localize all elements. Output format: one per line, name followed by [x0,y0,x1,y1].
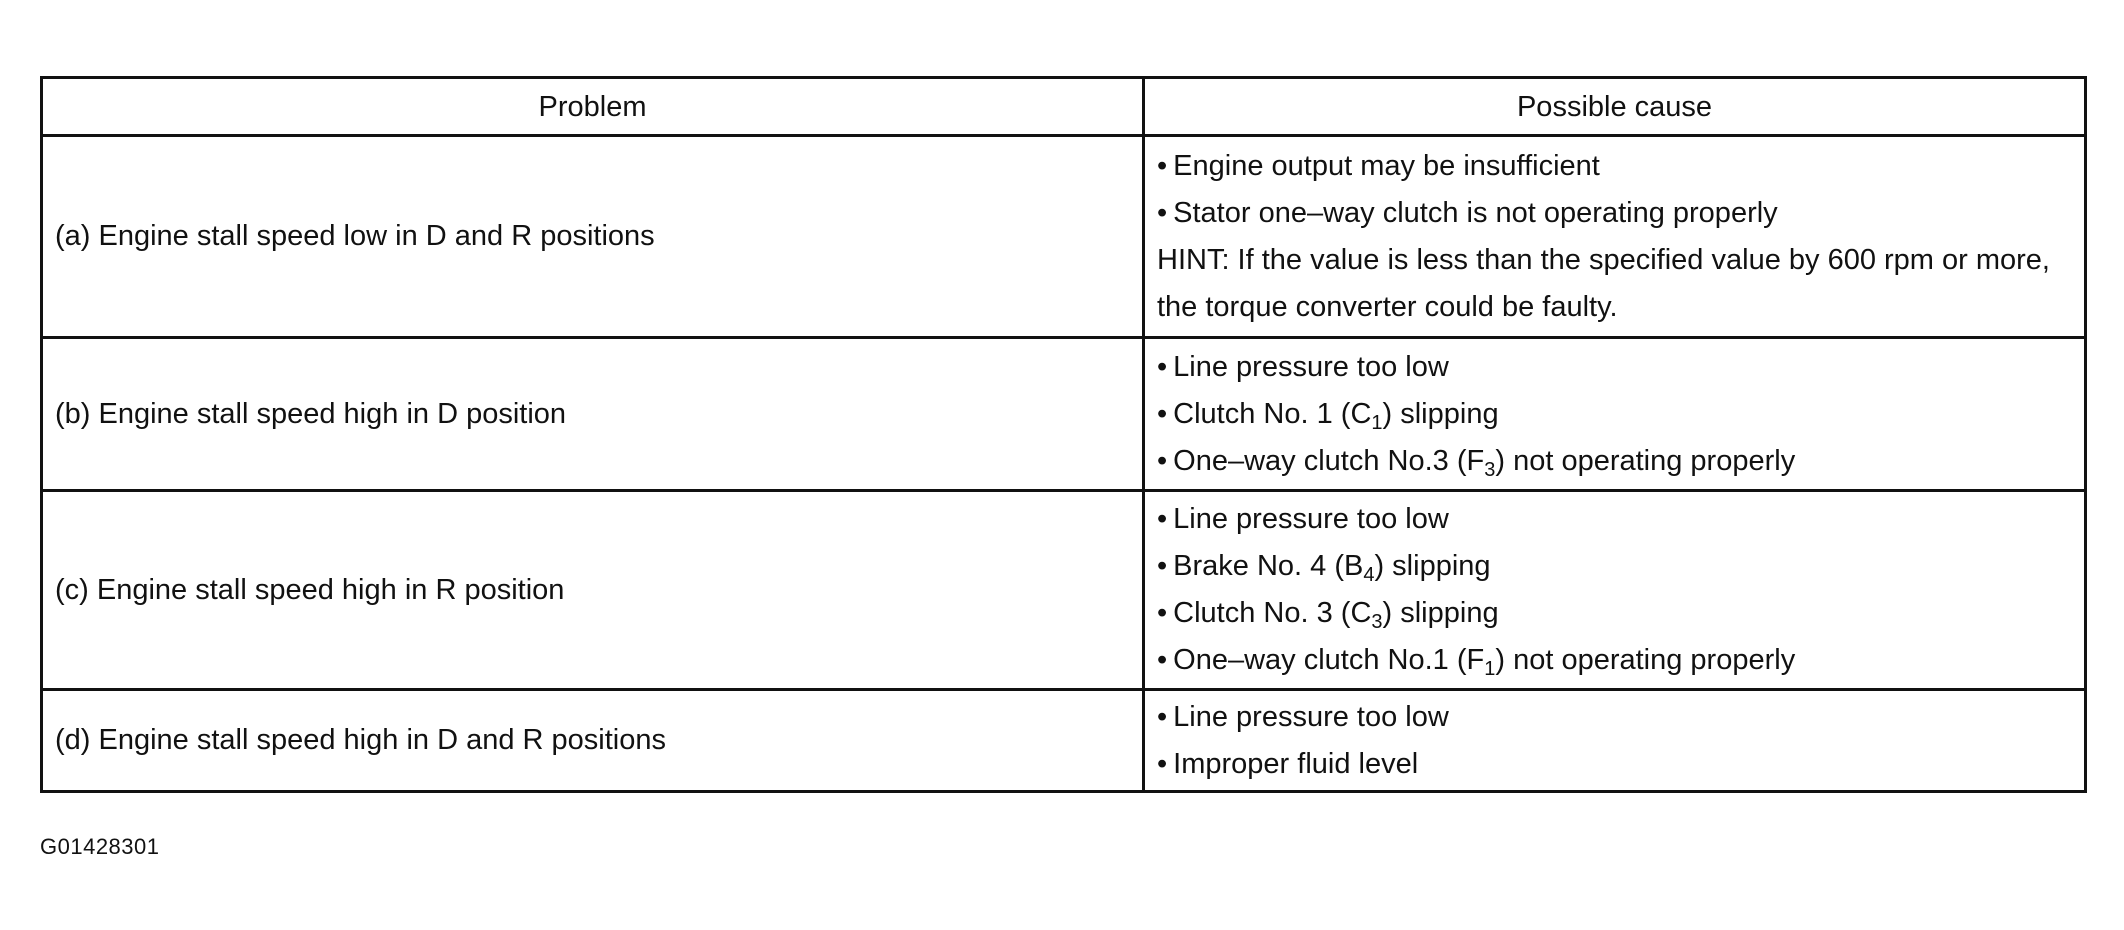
cause-item [1157,543,2072,590]
table-body [42,136,2086,792]
cause-text: Stator one–way clutch is not operating properly [1173,196,1778,229]
cause-text: One–way clutch No.1 (F [1173,644,1485,676]
cause-item [1157,438,2072,485]
cause-text: One–way clutch No.3 (F [1173,444,1485,477]
bullet-icon: • [1157,503,1168,535]
cause-cell [1144,338,2086,491]
cause-text: HINT: If the value is less than the specified value by 600 rpm or more, the torque converter could be faulty. [1157,243,2050,323]
cause-item [1157,344,2072,391]
header-problem: Problem [42,78,1144,136]
header-row [42,78,2086,136]
table-row [42,491,2086,690]
cause-text: Improper fluid level [1173,747,1419,780]
cause-text: Engine output may be insufficient [1173,149,1600,182]
cause-text: Line pressure too low [1173,700,1449,733]
cause-cell [1144,690,2086,792]
problem-cell: (c) Engine stall speed high in R position [42,491,1144,690]
subscript: 3 [1484,458,1496,481]
cause-text: ) slipping [1382,397,1499,430]
cause-item [1157,590,2072,637]
cause-item [1157,190,2072,237]
problem-cell: (d) Engine stall speed high in D and R positions [42,690,1144,792]
problem-cell: (a) Engine stall speed low in D and R positions [42,136,1144,338]
bullet-icon: • [1157,597,1168,629]
diagnosis-table [40,76,2087,793]
cause-cell [1144,136,2086,338]
subscript: 3 [1371,611,1383,633]
cause-text: Clutch No. 3 (C [1173,597,1372,629]
table-row [42,690,2086,792]
cause-text: Clutch No. 1 (C [1173,397,1372,430]
cause-item [1157,694,2072,741]
subscript: 4 [1363,564,1375,586]
bullet-icon: • [1157,700,1168,733]
subscript: 1 [1484,658,1496,680]
bullet-icon: • [1157,196,1168,229]
cause-item [1157,741,2072,788]
bullet-icon: • [1157,397,1168,430]
bullet-icon: • [1157,747,1168,780]
hint-text [1157,237,2072,331]
cause-text: ) slipping [1374,550,1491,582]
subscript: 1 [1371,411,1383,434]
bullet-icon: • [1157,350,1168,383]
cause-text: ) slipping [1382,597,1499,629]
cause-text: Line pressure too low [1173,350,1449,383]
cause-text: Line pressure too low [1173,503,1449,535]
table-row [42,136,2086,338]
figure-id: G01428301 [40,834,160,859]
cause-item [1157,143,2072,190]
bullet-icon: • [1157,444,1168,477]
cause-item [1157,637,2072,684]
table-row [42,338,2086,491]
cause-item [1157,496,2072,543]
cause-text: ) not operating properly [1495,444,1796,477]
cause-text: Brake No. 4 (B [1173,550,1364,582]
header-possible-cause: Possible cause [1144,78,2086,136]
cause-text: ) not operating properly [1495,644,1796,676]
cause-item [1157,391,2072,438]
cause-cell [1144,491,2086,690]
bullet-icon: • [1157,644,1168,676]
problem-cell: (b) Engine stall speed high in D position [42,338,1144,491]
bullet-icon: • [1157,550,1168,582]
bullet-icon: • [1157,149,1168,182]
